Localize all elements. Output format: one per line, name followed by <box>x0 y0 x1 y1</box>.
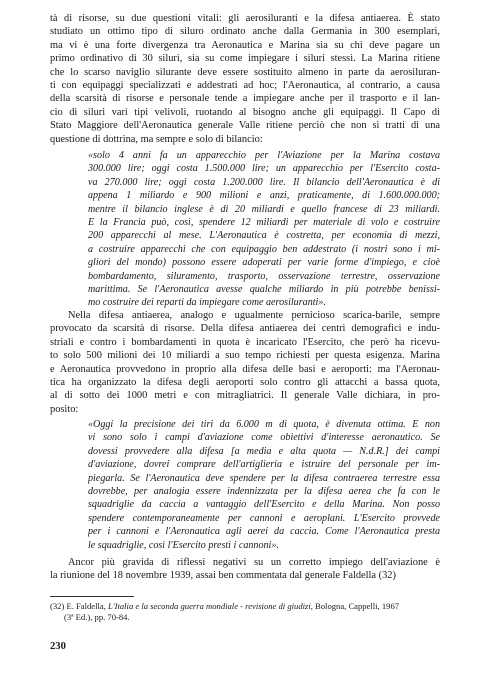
quote1-line: bombardamento, siluramento, trasporto, osservazione terrestre, osservazione <box>88 270 440 282</box>
para2-line: tica ha organizzato la difesa degli aeroporti solo contro gli attacchi a bassa quota, <box>50 376 440 388</box>
quote2-line: spendere contemporaneamente per cannoni e aeroplani. L'Esercito provvede <box>88 512 440 524</box>
footnote-rule <box>50 596 134 597</box>
para1-line: primo ordinativo di 30 siluri, sia su come impiegare i siluri stessi. La Marina ritiene <box>50 53 440 65</box>
para2-line: provocato da scarsità di risorse. Della difesa antiaerea dei centri demografici e indu- <box>50 323 440 335</box>
para3-line: Ancor più gravida di riflessi negativi su un corretto impiego dell'aviazione è <box>68 557 440 568</box>
para3-line: la riunione del 18 novembre 1939, assai ben commentata dal generale Faldella (32) <box>50 570 396 582</box>
quote2-line: «Oggi la precisione dei tiri da 6.000 m di quota, è divenuta ottima. E non <box>88 419 440 430</box>
para1-line: della scarsità di risorse e personale tende a impiegare anche per il trasporto e il lan- <box>50 93 440 105</box>
quote1-line: va 270.000 lire; oggi costa 1.200.000 lire. Il bilancio dell'Aeronautica è di <box>88 176 440 188</box>
para1-line: studiato un ottimo tipo di siluro ordinato anche dalla Germania in 300 esemplari, <box>50 26 440 38</box>
para2-line: al di sotto dei 1000 metri e con mitragliatrici. Il generale Valle dichiara, in pro- <box>50 390 440 402</box>
quote1-line: mentre il bilancio inglese è di 20 miliardi e quello francese di 23 miliardi. <box>88 203 440 215</box>
footnote-line-2: (3ª Ed.), pp. 70-84. <box>64 612 130 623</box>
quote1-line: 200 apparecchi al mese. L'Aeronautica è costretta, per economia di mezzi, <box>88 230 440 242</box>
paragraph-1 <box>50 12 440 146</box>
para1-line: cio di siluri vari tipi velivoli, ruotando al bisogno anche gli equipaggi. Il Capo di <box>50 106 440 118</box>
para2-line: e Aeronautica provvedono in proprio alla difesa delle basi e aeroporti: ma l'Aeronau- <box>50 363 440 375</box>
quote1-line: 300.000 lire; oggi costa 1.500.000 lire; un apparecchio per l'Esercito costa- <box>88 163 440 175</box>
quote2-line: piegarla. Se l'Aeronautica deve spendere per la difesa contraerea terrestre essa <box>88 472 440 484</box>
para1-line: tà di risorse, su due questioni vitali: gli aerosiluranti e la difesa antiaerea. È stato <box>50 13 440 24</box>
quote-block-1 <box>88 149 440 310</box>
quote2-line: dovessi provvedere alla difesa [a media e alta quota — N.d.R.] dei campi <box>88 445 440 457</box>
para2-line: Nella difesa antiaerea, analogo e ugualmente pernicioso scarica-barile, sempre <box>68 310 440 321</box>
quote2-line: le squadriglie, così l'Esercito presti i cannoni». <box>88 539 279 551</box>
quote1-line: «solo 4 anni fa un apparecchio per l'Aviazione per la Marina costava <box>88 150 440 161</box>
para1-line: Stato Maggiore dell'Aeronautica generale Valle ritiene perciò che non si tratti di una <box>50 120 440 132</box>
footnote-line-1: (32) E. Faldella, L'Italia e la seconda guerra mondiale - revisione di giudizi, Bologna, Cappelli, 1967 <box>50 601 400 611</box>
paragraph-3 <box>50 556 440 583</box>
quote2-line: d'aviazione, dovrei comprare dell'artiglieria e istruire del personale per im- <box>88 459 440 471</box>
quote1-line: gliori del mondo) possono essere adoperati per varie forme d'impiego, e cioè <box>88 257 440 269</box>
quote1-line: E la Francia può, così, spendere 12 miliardi per materiale di volo e costruire <box>88 216 440 228</box>
para1-line: ti con equipaggi specializzati e addestrati ad hoc; l'Aeronautica, al contrario, a causa <box>50 79 440 91</box>
para2-line: to solo 500 milioni dei 10 miliardi a suo tempo richiesti per questa esigenza. Marina <box>50 350 440 362</box>
para1-line: questione di dottrina, ma sempre e solo di bilancio: <box>50 133 263 145</box>
quote2-line: squadriglie da caccia a vantaggio dell'Esercito e della Marina. Non posso <box>88 499 440 511</box>
para2-line: striali e contro i bombardamenti in quota è incaricato l'Esercito, che però ha ricevu- <box>50 336 440 348</box>
paragraph-2 <box>50 309 440 416</box>
quote1-line: appena 1 miliardo e 900 milioni e anzi, praticamente, di 1.600.000.000; <box>88 190 440 202</box>
para2-line: posito: <box>50 403 79 415</box>
quote-block-2 <box>88 418 440 552</box>
quote1-line: a costruire apparecchi che con equipaggio ben addestrato (i nostri sono i mi- <box>88 243 440 255</box>
quote1-line: mo costruire dei reparti da impiegare come aerosiluranti». <box>88 297 326 309</box>
quote1-line: marittima. Se l'Aeronautica avesse qualche miliardo in più potrebbe benissi- <box>88 283 440 295</box>
page-number: 230 <box>50 641 66 652</box>
para1-line: ma vi è una forte divergenza tra Aeronautica e Marina sia su chi deve pagare un <box>50 39 440 51</box>
footnote-32 <box>50 601 440 623</box>
quote2-line: dovrebbe, per analogia essere indennizzata per la difesa aerea che fa con le <box>88 485 440 497</box>
quote2-line: per i cannoni e l'Aeronautica agli aerei da caccia. Come l'Aeronautica presta <box>88 526 440 538</box>
quote2-line: vi sono solo i campi d'aviazione come obiettivi d'interesse aeronautico. Se <box>88 432 440 444</box>
para1-line: che lo scarso naviglio silurante deve essere sostituito almeno in parte da aerosiluran- <box>50 66 440 78</box>
